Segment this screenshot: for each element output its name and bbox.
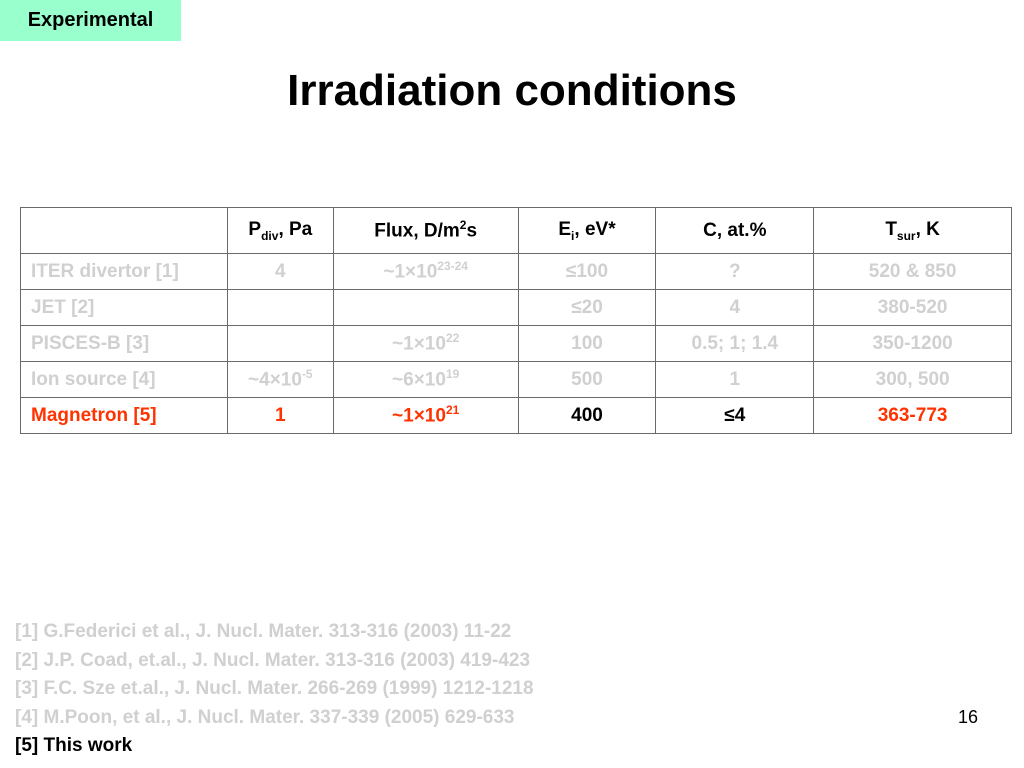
row-pressure: $\sim 4\times 10^{-5}$: [227, 362, 333, 398]
header-temperature: $T_{sur}$, K: [814, 208, 1012, 254]
header-carbon: C, at.%: [656, 208, 814, 254]
reference-item: [5] This work: [15, 735, 133, 756]
row-name: Ion source [4]: [21, 362, 228, 398]
row-flux: $\sim 6\times 10^{19}$: [333, 362, 518, 398]
row-name: ITER divertor [1]: [21, 254, 228, 290]
row-flux: $\sim 1\times 10^{22}$: [333, 326, 518, 362]
row-flux: $\sim 1\times 10^{21}$: [333, 398, 518, 434]
row-pressure: 4: [227, 254, 333, 290]
table-row-iter: [21, 254, 1012, 290]
row-flux: [333, 290, 518, 326]
row-energy: 500: [518, 362, 656, 398]
row-carbon: ?: [656, 254, 814, 290]
experimental-tag: Experimental: [0, 0, 181, 41]
row-flux: $\sim 1\times 10^{23-24}$: [333, 254, 518, 290]
slide-title: Irradiation conditions: [287, 66, 737, 115]
row-energy: ≤20: [518, 290, 656, 326]
table-row-jet: [21, 290, 1012, 326]
header-pressure: $P_{div}$, Pa: [227, 208, 333, 254]
table-header-row: [21, 208, 1012, 254]
table-row-magnetron: [21, 398, 1012, 434]
row-carbon: ≤4: [656, 398, 814, 434]
row-temperature: 380-520: [814, 290, 1012, 326]
reference-item: [4] M.Poon, et al., J. Nucl. Mater. 337-339 (2005) 629-633: [15, 706, 515, 728]
row-name: PISCES-B [3]: [21, 326, 228, 362]
header-energy: $E_i$, eV*: [518, 208, 656, 254]
row-temperature: 363-773: [814, 398, 1012, 434]
row-temperature: 520 & 850: [814, 254, 1012, 290]
row-carbon: 1: [656, 362, 814, 398]
reference-item: [2] J.P. Coad, et.al., J. Nucl. Mater. 313-316 (2003) 419-423: [15, 649, 531, 671]
table-row-pisces: [21, 326, 1012, 362]
irradiation-conditions-table: [20, 207, 1012, 434]
reference-item: [1] G.Federici et al., J. Nucl. Mater. 313-316 (2003) 11-22: [15, 621, 512, 642]
row-energy: ≤100: [518, 254, 656, 290]
row-carbon: 4: [656, 290, 814, 326]
page-number: 16: [957, 707, 978, 727]
row-temperature: 300, 500: [814, 362, 1012, 398]
row-energy: 400: [518, 398, 656, 434]
row-pressure: 1: [227, 398, 333, 434]
header-flux: Flux, $D/m^2s$: [333, 208, 518, 254]
row-name: JET [2]: [21, 290, 228, 326]
row-pressure: [227, 290, 333, 326]
row-pressure: [227, 326, 333, 362]
header-empty-cell: [21, 208, 228, 254]
reference-item: [3] F.C. Sze et.al., J. Nucl. Mater. 266-269 (1999) 1212-1218: [15, 678, 534, 699]
references-list: [15, 618, 534, 761]
row-name: Magnetron [5]: [21, 398, 228, 434]
row-carbon: 0.5; 1; 1.4: [656, 326, 814, 362]
row-energy: 100: [518, 326, 656, 362]
row-temperature: 350-1200: [814, 326, 1012, 362]
table-row-ion-source: [21, 362, 1012, 398]
